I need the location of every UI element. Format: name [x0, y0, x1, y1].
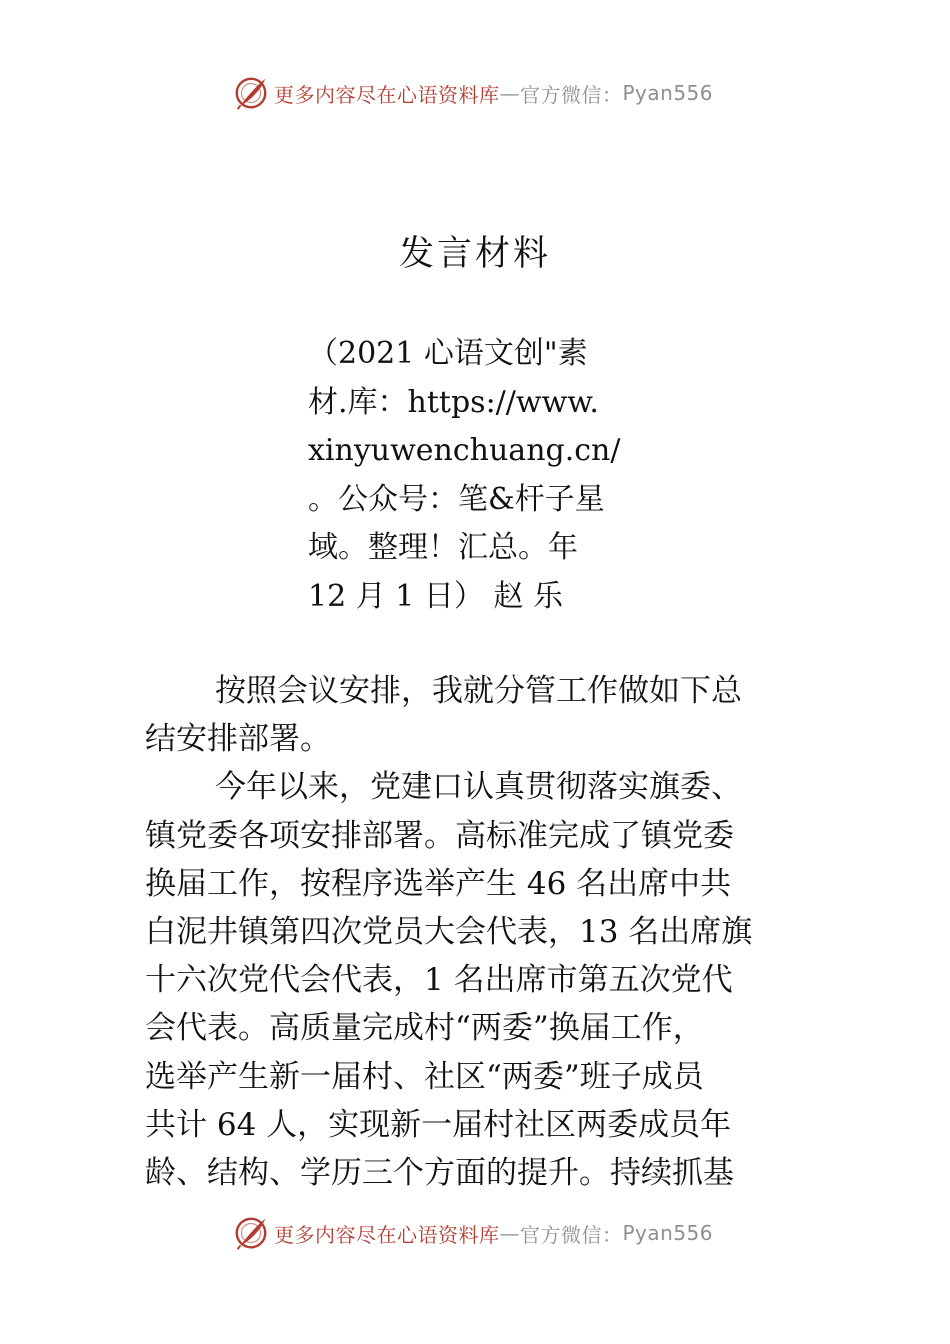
- header-watermark: [232, 73, 713, 113]
- quill-pen-logo-icon: [232, 74, 270, 112]
- source-info-block: [308, 330, 653, 621]
- watermark-slogan: 更多内容尽在心语资料库: [274, 82, 500, 107]
- body-line: 会代表。高质量完成村“两委”换届工作，: [145, 1010, 704, 1047]
- body-line: 十六次党代会代表，1 名出席市第五次党代: [145, 962, 733, 999]
- source-info-line: 材.库：https://www.: [308, 384, 599, 420]
- watermark-wechat-handle: Pyan556: [622, 81, 714, 105]
- document-title: 发言材料: [398, 234, 551, 274]
- body-line: 龄、结构、学历三个方面的提升。持续抓基: [145, 1154, 734, 1191]
- watermark-dash: —: [499, 81, 520, 105]
- document-body: [145, 667, 815, 1197]
- body-line: 选举产生新一届村、社区“两委”班子成员: [145, 1058, 704, 1095]
- source-info-line: 。公众号：笔&杆子星: [308, 481, 605, 517]
- paragraph-party-building: [145, 763, 815, 1197]
- source-info-line: （2021 心语文创"素: [308, 336, 588, 371]
- footer-watermark: [232, 1213, 713, 1253]
- source-info-line: 12 月 1 日） 赵 乐: [308, 578, 563, 614]
- source-info-line: xinyuwenchuang.cn/: [308, 433, 621, 468]
- body-line: 今年以来，党建口认真贯彻落实旗委、: [215, 769, 742, 806]
- quill-pen-logo-icon: [232, 1214, 270, 1252]
- body-line: 共计 64 人，实现新一届村社区两委成员年: [145, 1106, 732, 1143]
- body-line: 换届工作，按程序选举产生 46 名出席中共: [145, 865, 732, 902]
- watermark-wechat-handle: Pyan556: [622, 1221, 714, 1245]
- watermark-slogan: 更多内容尽在心语资料库: [274, 1222, 500, 1247]
- source-info-line: 域。整理！汇总。年: [308, 530, 578, 565]
- body-line: 白泥井镇第四次党员大会代表，13 名出席旗: [145, 913, 753, 950]
- body-line: 结安排部署。: [145, 721, 331, 758]
- paragraph-intro: [145, 667, 815, 763]
- body-line: 按照会议安排，我就分管工作做如下总: [215, 673, 742, 709]
- watermark-dash: —: [499, 1221, 520, 1245]
- watermark-wechat-label: 官方微信：: [520, 1222, 623, 1247]
- watermark-wechat-label: 官方微信：: [520, 82, 623, 107]
- body-line: 镇党委各项安排部署。高标准完成了镇党委: [145, 817, 734, 854]
